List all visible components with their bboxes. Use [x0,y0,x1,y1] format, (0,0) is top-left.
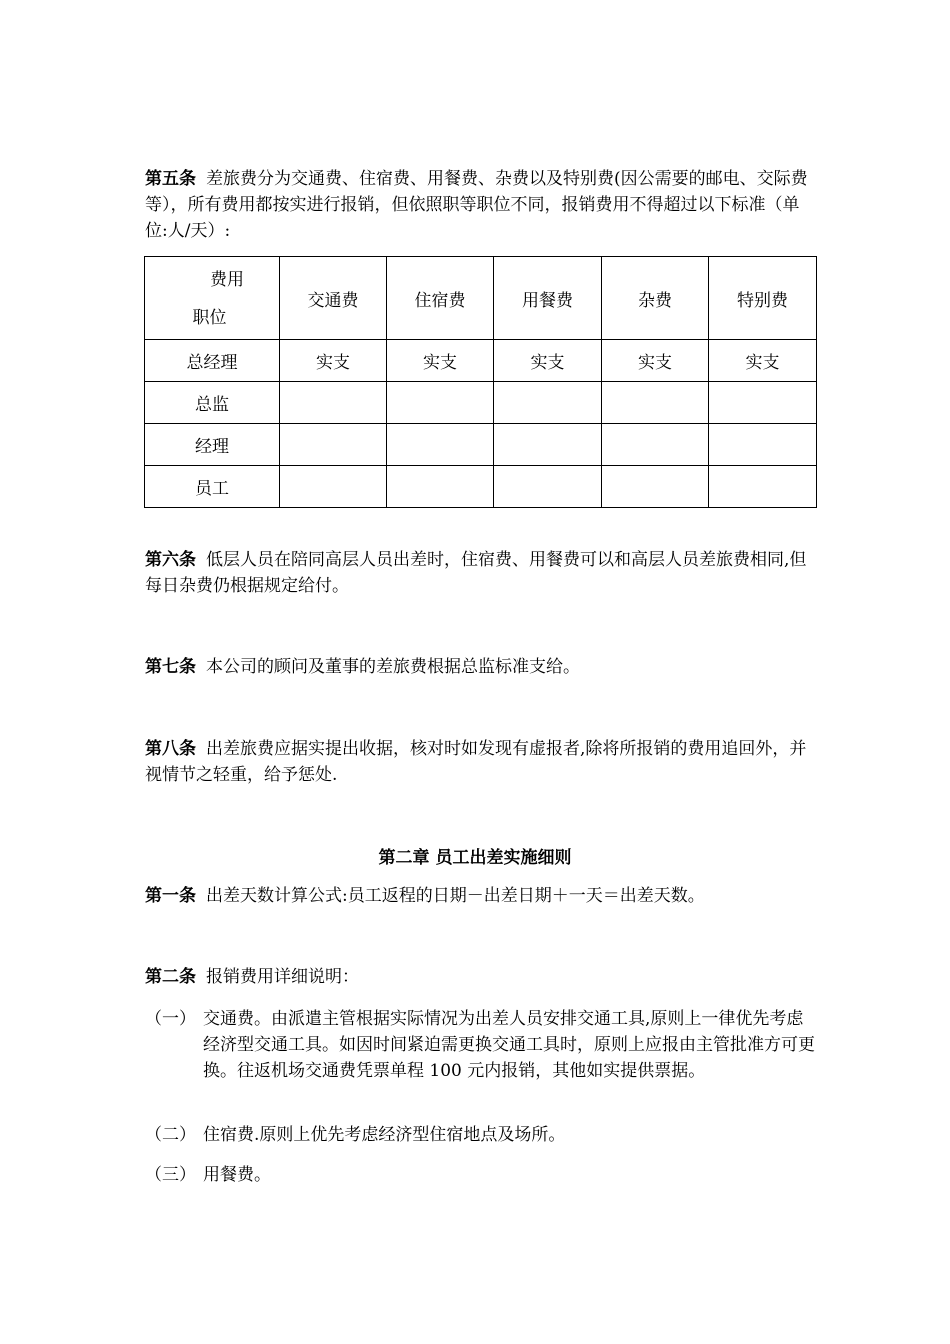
column-header: 住宿费 [387,257,494,340]
row-position: 总监 [145,382,280,424]
table-cell [494,382,602,424]
article-7-text: 本公司的顾问及董事的差旅费根据总监标准支给。 [206,657,580,677]
column-header: 特别费 [709,257,817,340]
table-cell [280,424,387,466]
table-cell [280,466,387,508]
list-item-marker: （三） [145,1165,196,1185]
list-item-marker: （二） [145,1125,196,1145]
header-fee-label: 费用 [210,270,244,290]
chapter2-article-2-text: 报销费用详细说明： [206,967,359,987]
chapter2-article-1-text: 出差天数计算公式:员工返程的日期－出差日期＋一天＝出差天数。 [206,886,705,906]
article-6 [145,547,815,599]
chapter2-article-1 [145,883,815,909]
article-6-label: 第六条 [145,550,196,570]
table-row [145,466,817,508]
article-8 [145,736,815,788]
table-cell: 实支 [602,340,709,382]
table-cell [709,466,817,508]
chapter2-article-1-label: 第一条 [145,886,196,906]
column-header: 用餐费 [494,257,602,340]
chapter-title: 第二章 员工出差实施细则 [378,848,572,868]
article-5-label: 第五条 [145,169,196,189]
article-8-text: 出差旅费应据实提出收据，核对时如发现有虚报者,除将所报销的费用追回外，并视情节之轻重，给予惩处. [145,739,807,785]
travel-expense-table [144,256,817,508]
list-item-marker: （一） [145,1009,196,1029]
table-cell [602,466,709,508]
article-6-text: 低层人员在陪同高层人员出差时，住宿费、用餐费可以和高层人员差旅费相同,但每日杂费仍根据规定给付。 [145,550,807,596]
article-5 [145,166,815,244]
table-cell [387,424,494,466]
row-position: 员工 [145,466,280,508]
article-8-label: 第八条 [145,739,196,759]
article-5-text: 差旅费分为交通费、住宿费、用餐费、杂费以及特别费(因公需要的邮电、交际费等），所有费用都按实进行报销，但依照职等职位不同，报销费用不得超过以下标准（单位:人/天）: [145,169,808,241]
table-cell [280,382,387,424]
table-cell [494,466,602,508]
column-header: 交通费 [280,257,387,340]
table-cell [387,466,494,508]
row-position: 总经理 [145,340,280,382]
list-item [145,1162,815,1188]
table-cell [602,382,709,424]
table-row [145,382,817,424]
list-item [145,1006,815,1084]
table-row [145,340,817,382]
chapter2-article-2-label: 第二条 [145,967,196,987]
table-cell [494,424,602,466]
list-item [145,1122,815,1148]
list-item-text: 住宿费.原则上优先考虑经济型住宿地点及场所。 [203,1125,566,1145]
article-7 [145,654,815,680]
table-cell: 实支 [280,340,387,382]
list-item-text: 交通费。由派遣主管根据实际情况为出差人员安排交通工具,原则上一律优先考虑经济型交通工具。如因时间紧迫需更换交通工具时，原则上应报由主管批准方可更换。往返机场交通费凭票单程 100 元内报销，其他如实提供票据。 [203,1009,815,1081]
table-cell: 实支 [387,340,494,382]
row-position: 经理 [145,424,280,466]
table-row [145,424,817,466]
list-item-text: 用餐费。 [203,1165,271,1185]
chapter2-article-2 [145,964,815,990]
table-cell: 实支 [709,340,817,382]
table-cell: 实支 [494,340,602,382]
column-header: 杂费 [602,257,709,340]
table-cell [709,424,817,466]
table-cell [709,382,817,424]
table-corner-header [145,257,280,340]
table-header-row [145,257,817,340]
table-cell [387,382,494,424]
header-position-label: 职位 [192,308,227,328]
table-cell [602,424,709,466]
article-7-label: 第七条 [145,657,196,677]
